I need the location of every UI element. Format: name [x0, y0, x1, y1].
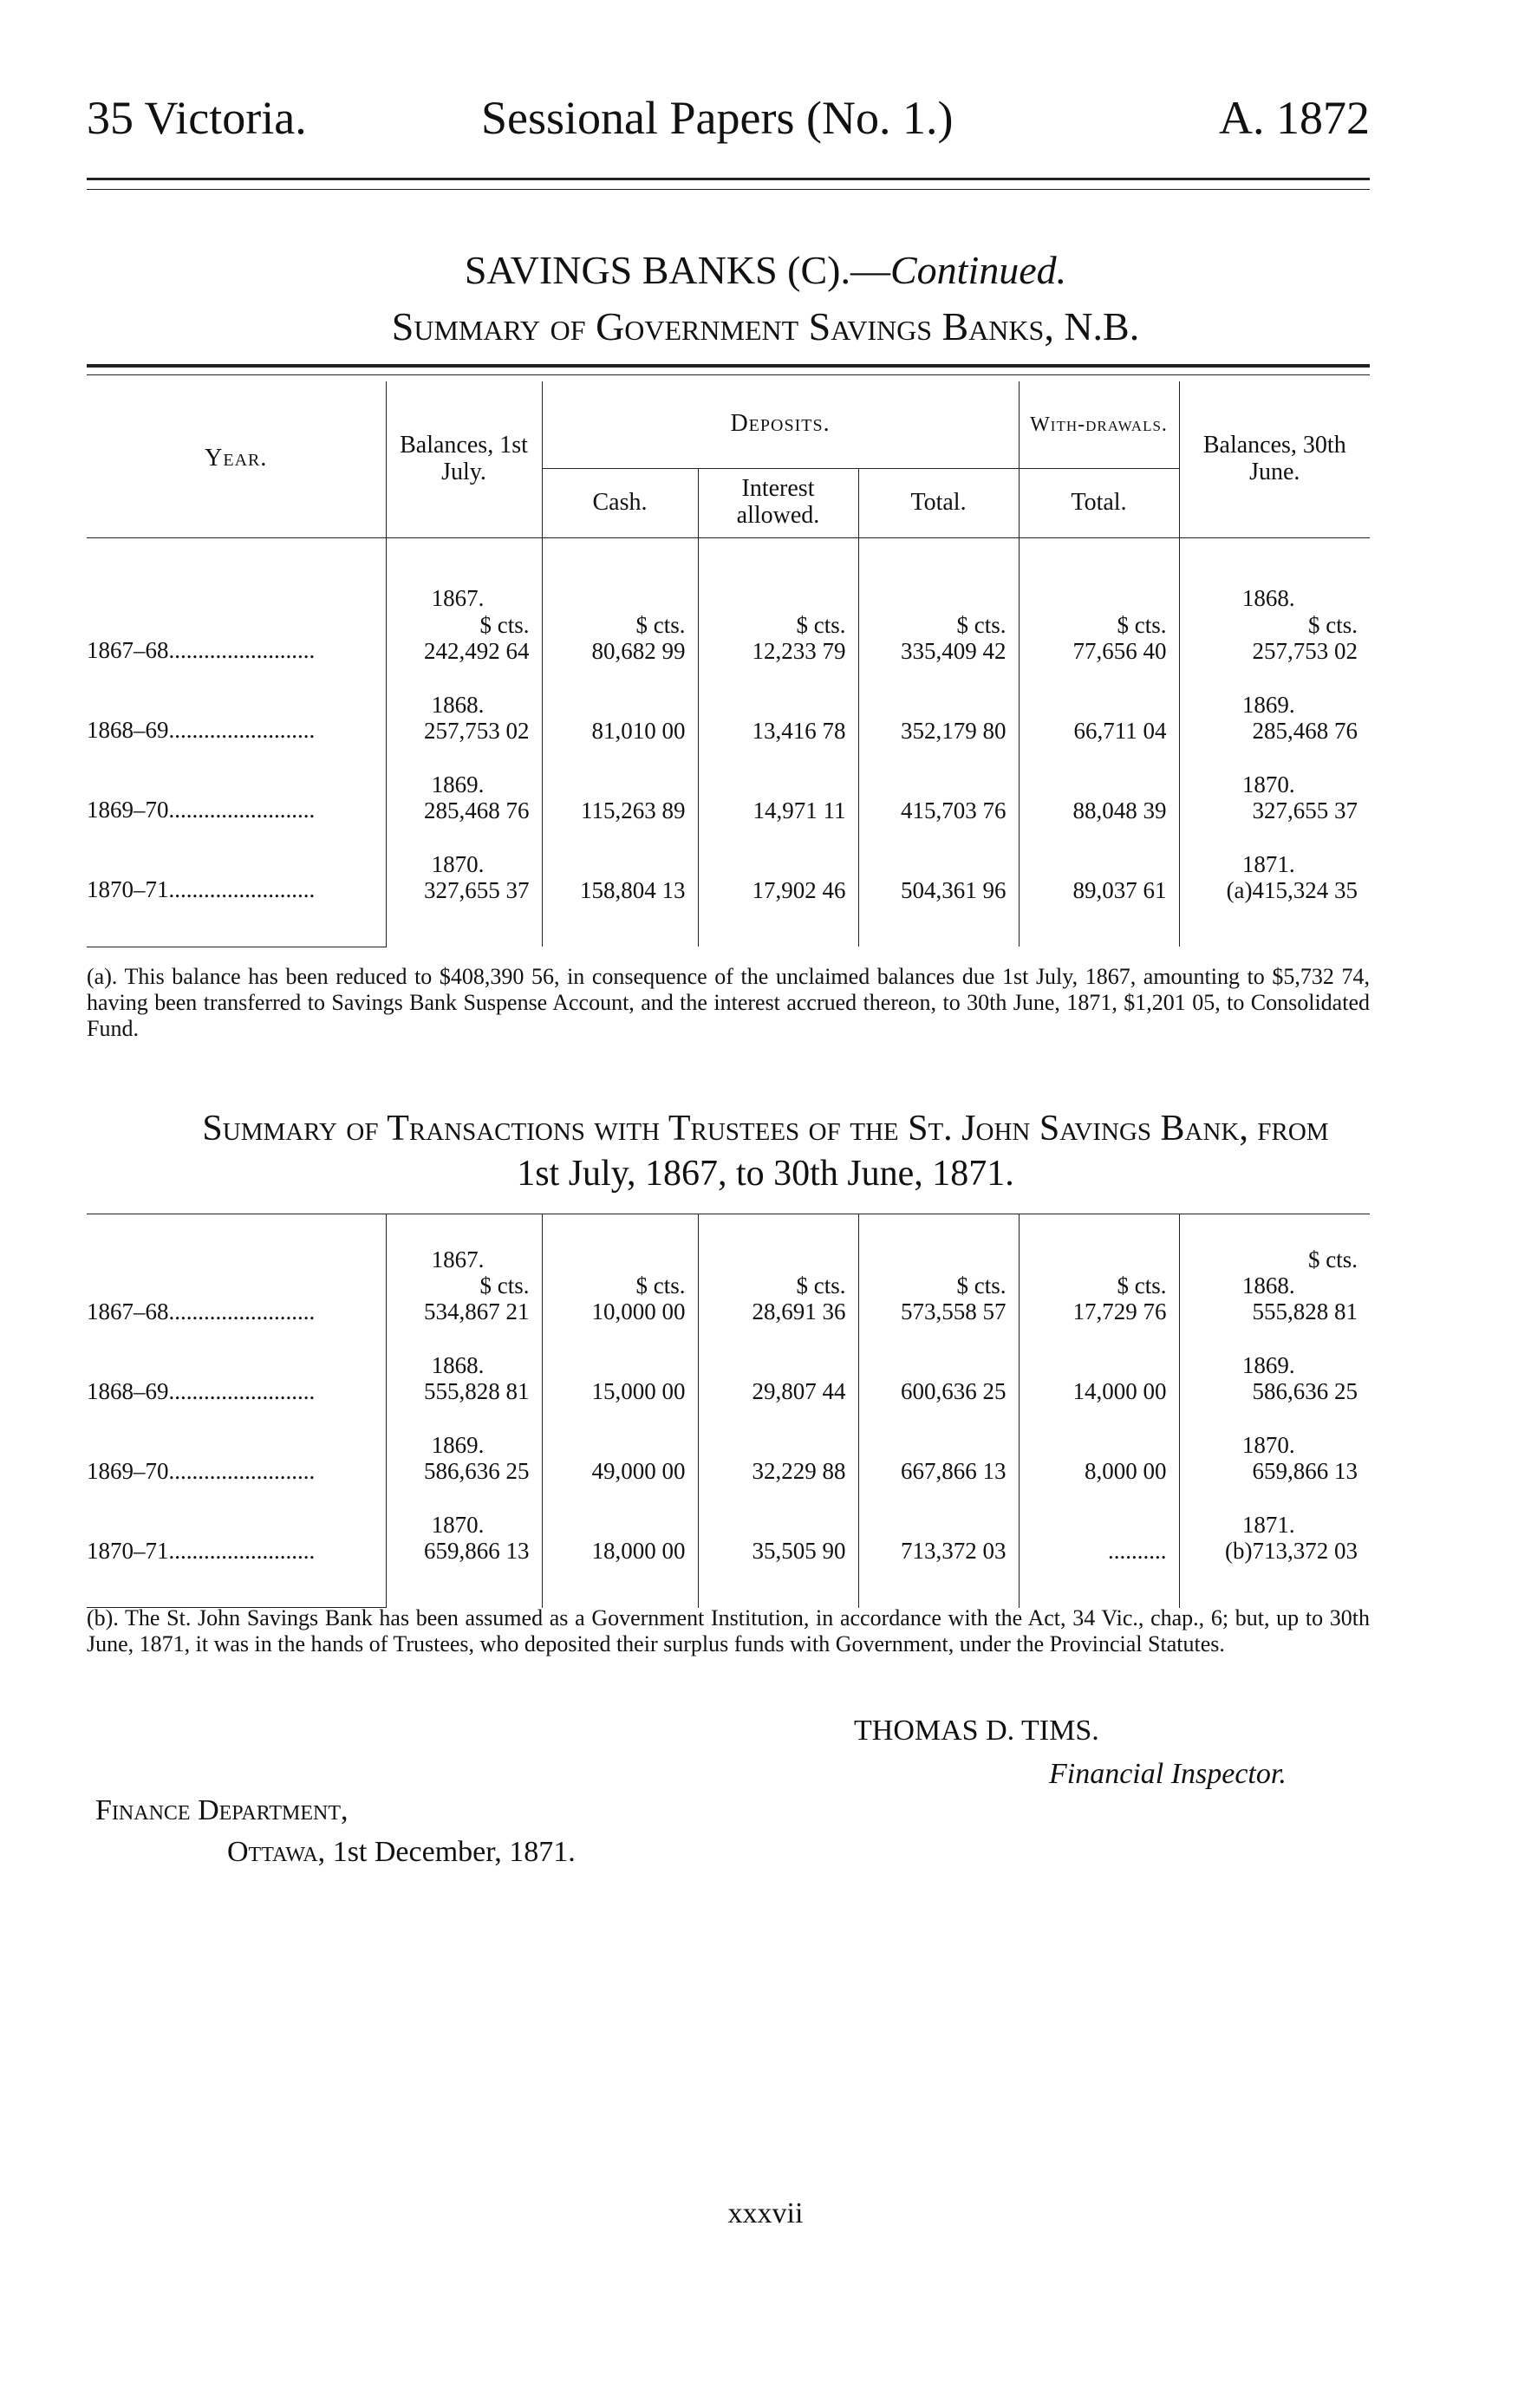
- table-row: [87, 1325, 1370, 1405]
- table-row: [87, 1223, 1370, 1325]
- table1-top-rule: [87, 364, 1370, 368]
- bal-open-header: Balances, 1st July.: [386, 381, 542, 537]
- table1-title: SAVINGS BANKS (C).—Continued.: [464, 248, 1067, 292]
- total-cell: 600,636 25: [858, 1325, 1019, 1405]
- page-number: xxxvii: [727, 2197, 804, 2229]
- table-row: [87, 563, 1370, 664]
- close-cell: 1870. 327,655 37: [1179, 744, 1370, 823]
- close-cell: 1869. 586,636 25: [1179, 1325, 1370, 1405]
- open-cell: 1867. $ cts. 242,492 64: [386, 563, 542, 664]
- header-rule: [87, 178, 1370, 180]
- total-header: Total.: [858, 468, 1019, 537]
- close-cell: 1871. (a)415,324 35: [1179, 823, 1370, 903]
- running-header: [87, 91, 1370, 160]
- cash-cell: 158,804 13: [542, 823, 698, 903]
- total-cell: 352,179 80: [858, 664, 1019, 744]
- total-cell: 504,361 96: [858, 823, 1019, 903]
- cash-header: Cash.: [542, 468, 698, 537]
- table1: [87, 381, 1370, 947]
- signatory-title: Financial Inspector.: [1049, 1758, 1287, 1790]
- interest-cell: $ cts. 12,233 79: [698, 563, 858, 664]
- total-cell: 713,372 03: [858, 1485, 1019, 1565]
- table1-top-rule-thin: [87, 374, 1370, 375]
- year-cell: 1867–68.........................: [87, 1298, 316, 1324]
- interest-cell: 14,971 11: [698, 744, 858, 823]
- bal-close-header: Balances, 30th June.: [1179, 381, 1370, 537]
- year-cell: 1869–70.........................: [87, 1457, 316, 1484]
- table-row: [87, 1485, 1370, 1565]
- year-cell: 1870–71.........................: [87, 876, 316, 902]
- withdrawals-cell: ..........: [1019, 1485, 1179, 1565]
- header-year: A. 1872: [1219, 92, 1370, 144]
- close-cell: $ cts. 1868. 555,828 81: [1179, 1223, 1370, 1325]
- cash-cell: 18,000 00: [542, 1485, 698, 1565]
- open-cell: 1868. 257,753 02: [386, 664, 542, 744]
- table2-title-line2: 1st July, 1867, to 30th June, 1871.: [517, 1154, 1014, 1194]
- interest-cell: $ cts. 28,691 36: [698, 1223, 858, 1325]
- withdrawals-cell: 88,048 39: [1019, 744, 1179, 823]
- total-cell: 667,866 13: [858, 1405, 1019, 1485]
- table-row: [87, 823, 1370, 903]
- table2-footnote: (b). The St. John Savings Bank has been assumed as a Government Institution, in accordance with the Act, 34 Vic., chap., 6; but, up to 30th June, 1871, it was in the hands of Trustees, who deposited their surplus funds with Government, under the Provincial Statutes.: [87, 1605, 1370, 1656]
- withdrawals-cell: 8,000 00: [1019, 1405, 1179, 1485]
- header-papers: Sessional Papers (No. 1.): [481, 92, 954, 144]
- open-cell: 1869. 586,636 25: [386, 1405, 542, 1485]
- table-row: [87, 664, 1370, 744]
- open-cell: 1869. 285,468 76: [386, 744, 542, 823]
- interest-cell: 29,807 44: [698, 1325, 858, 1405]
- withdrawals-cell: 89,037 61: [1019, 823, 1179, 903]
- table-row: [87, 1405, 1370, 1485]
- header-session: 35 Victoria.: [87, 92, 307, 144]
- table2-title: Summary of Transactions with Trustees of the St. John Savings Bank, from: [202, 1109, 1329, 1149]
- open-cell: 1870. 659,866 13: [386, 1485, 542, 1565]
- withdrawals-cell: $ cts. 77,656 40: [1019, 563, 1179, 664]
- cash-cell: $ cts. 10,000 00: [542, 1223, 698, 1325]
- close-cell: 1869. 285,468 76: [1179, 664, 1370, 744]
- open-cell: 1870. 327,655 37: [386, 823, 542, 903]
- close-cell: 1871. (b)713,372 03: [1179, 1485, 1370, 1565]
- table1-footnote: (a). This balance has been reduced to $408,390 56, in consequence of the unclaimed balances due 1st July, 1867, amounting to $5,732 74, having been transferred to Savings Bank Suspense Account, and the interest accrued thereon, to 30th June, 1871, $1,201 05, to Consolidated Fund.: [87, 964, 1370, 1041]
- cash-cell: 49,000 00: [542, 1405, 698, 1485]
- close-cell: 1870. 659,866 13: [1179, 1405, 1370, 1485]
- year-cell: 1868–69.........................: [87, 717, 316, 743]
- total-cell: 415,703 76: [858, 744, 1019, 823]
- withdrawals-cell: 14,000 00: [1019, 1325, 1179, 1405]
- table-row: [87, 744, 1370, 823]
- withdrawals-cell: 66,711 04: [1019, 664, 1179, 744]
- table2: [87, 1214, 1370, 1608]
- cash-cell: 81,010 00: [542, 664, 698, 744]
- withdrawals-total-header: Total.: [1019, 468, 1179, 537]
- total-cell: $ cts. 335,409 42: [858, 563, 1019, 664]
- cash-cell: $ cts. 80,682 99: [542, 563, 698, 664]
- open-cell: 1868. 555,828 81: [386, 1325, 542, 1405]
- signatory-name: THOMAS D. TIMS.: [854, 1715, 1099, 1747]
- year-header: Year.: [205, 445, 268, 472]
- deposits-header: Deposits.: [542, 381, 1019, 468]
- cash-cell: 15,000 00: [542, 1325, 698, 1405]
- interest-cell: 13,416 78: [698, 664, 858, 744]
- withdrawals-cell: $ cts. 17,729 76: [1019, 1223, 1179, 1325]
- year-cell: 1869–70.........................: [87, 797, 316, 823]
- interest-cell: 17,902 46: [698, 823, 858, 903]
- close-cell: 1868. $ cts. 257,753 02: [1179, 563, 1370, 664]
- cash-cell: 115,263 89: [542, 744, 698, 823]
- withdrawals-header: With-drawals.: [1019, 381, 1179, 468]
- year-cell: 1870–71.........................: [87, 1537, 316, 1564]
- open-cell: 1867. $ cts. 534,867 21: [386, 1223, 542, 1325]
- header-rule-thin: [87, 189, 1370, 190]
- total-cell: $ cts. 573,558 57: [858, 1223, 1019, 1325]
- table1-subtitle: Summary of Government Savings Banks, N.B.: [391, 304, 1140, 348]
- year-cell: 1868–69.........................: [87, 1377, 316, 1404]
- interest-cell: 35,505 90: [698, 1485, 858, 1565]
- interest-cell: 32,229 88: [698, 1405, 858, 1485]
- interest-header: Interest allowed.: [698, 468, 858, 537]
- dateline: Ottawa, 1st December, 1871.: [227, 1836, 576, 1868]
- department: Finance Department,: [95, 1794, 349, 1826]
- year-cell: 1867–68.........................: [87, 637, 316, 663]
